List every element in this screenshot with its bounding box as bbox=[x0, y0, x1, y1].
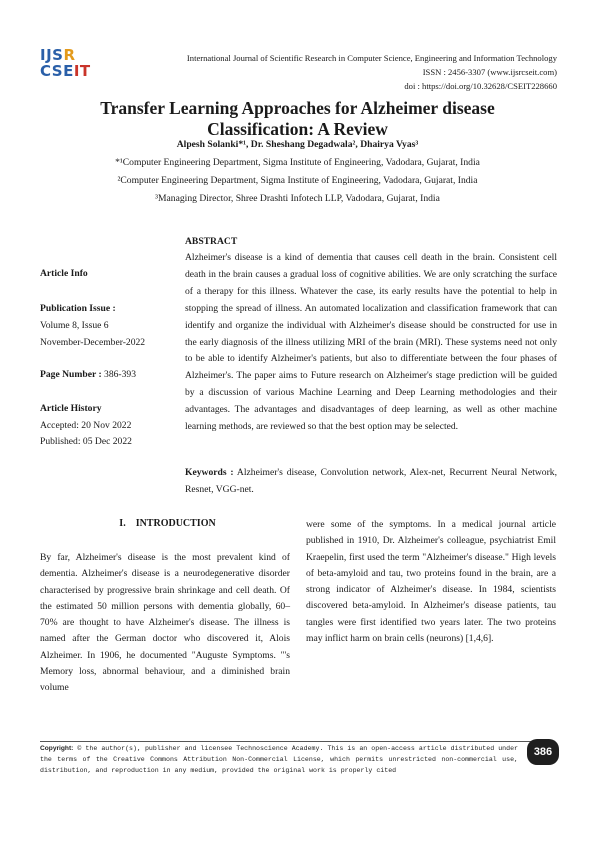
copyright-label: Copyright: bbox=[40, 745, 74, 752]
footer-divider bbox=[40, 741, 555, 742]
keywords-text: Alzheimer's disease, Convolution network, Alex-net, Recurrent Neural Network, Resnet, VGG-net. bbox=[185, 467, 557, 495]
doi: doi : https://doi.org/10.32628/CSEIT228660 bbox=[404, 81, 557, 91]
logo-text-bottom-accent: IT bbox=[73, 62, 91, 80]
affiliation-2: ²Computer Engineering Department, Sigma Institute of Engineering, Vadodara, Gujarat, India bbox=[117, 175, 478, 186]
page-number-badge: 386 bbox=[527, 739, 559, 765]
introduction-left-column: By far, Alzheimer's disease is the most prevalent kind of dementia. Alzheimer's disease is a neurodegenerative disorder characterised by progressive brain shrinkage and cell death. Of the estimated 50 million persons with dementia globally, 60–70% are thought to have Alzheimer's disease. The illness is named after the German doctor who discovered it, Alois Alzheimer. In 1906, he documented "Auguste Symptoms. "'s Memory loss, abnormal behaviour, and a diminished brain volume bbox=[40, 552, 290, 694]
introduction-right-column: were some of the symptoms. In a medical journal article published in 1910, Dr. Alzheimer's colleague, psychiatrist Emil Kraepelin, first used the term "Alzheimer's disease." High levels of beta-amyloid and tau, two proteins found in the brain, are a strong indicator of Alzheimer's disease. In 1984, scientists discovered beta-amyloid. In Alzheimer's disease patients, tau tangles were first identified two years later. The two proteins may inflict harm on brain cells (neurons) [1,4,6]. bbox=[306, 519, 556, 645]
article-info-heading: Article Info bbox=[40, 268, 88, 279]
article-history-label: Article History bbox=[40, 403, 102, 414]
paper-title-line-2: Classification: A Review bbox=[207, 119, 388, 139]
journal-logo bbox=[40, 48, 102, 82]
journal-name: International Journal of Scientific Research in Computer Science, Engineering and Information Technology bbox=[186, 53, 557, 63]
published-date: Published: 05 Dec 2022 bbox=[40, 436, 132, 447]
copyright-notice bbox=[40, 744, 518, 776]
paper-title-line-1: Transfer Learning Approaches for Alzheimer disease bbox=[100, 98, 495, 118]
section-heading-introduction: I. INTRODUCTION bbox=[119, 518, 216, 529]
page-number-line bbox=[40, 367, 136, 384]
logo-text-top-accent: R bbox=[63, 46, 76, 64]
logo-text-bottom: CSE bbox=[40, 62, 74, 80]
affiliation-1: *¹Computer Engineering Department, Sigma Institute of Engineering, Vadodara, Gujarat, India bbox=[115, 157, 480, 168]
logo-text-top: IJS bbox=[40, 46, 64, 64]
keywords-label: Keywords : bbox=[185, 467, 234, 478]
publication-issue-label: Publication Issue : bbox=[40, 303, 116, 314]
abstract-body: Alzheimer's disease is a kind of dementia that causes cell death in the brain. Consistent cell death in the brain causes a gradual loss of cognitive abilities. We are only scratching the surface of a therapy for this illness. Whatever the case, its early results have the potential to help in stopping the spread of illness. An automated localization and classification framework that can identify and organize the individual with Alzheimer's disease should be constructed for use in the early diagnosis of the illness utilizing MRI of the brain (MRI). These systems need not only to be able to identify Alzheimer's patients, but also to differentiate between the four phases of Alzheimer's. The paper aims to Future research on Alzheimer's stage prediction will be guided by a discussion of various Machine Learning and Deep Learning methodologies and their advantages. The advantages and disadvantages of deep learning, as well as other machine learning methods, are reviewed so that the best option may be selected. bbox=[185, 252, 557, 433]
volume-issue: Volume 8, Issue 6 bbox=[40, 320, 109, 331]
affiliation-3: ³Managing Director, Shree Drashti Infotech LLP, Vadodara, Gujarat, India bbox=[155, 193, 440, 204]
page-number-value: 386-393 bbox=[101, 369, 137, 380]
keywords bbox=[185, 465, 557, 499]
issn: ISSN : 2456-3307 (www.ijsrcseit.com) bbox=[422, 67, 557, 77]
paper-title bbox=[40, 98, 555, 140]
issue-months: November-December-2022 bbox=[40, 337, 146, 348]
accepted-date: Accepted: 20 Nov 2022 bbox=[40, 420, 132, 431]
authors: Alpesh Solanki*¹, Dr. Sheshang Degadwala², Dhairya Vyas³ bbox=[176, 139, 419, 150]
copyright-text: © the author(s), publisher and licensee Technoscience Academy. This is an open-access article distributed under the terms of the Creative Commons Attribution Non-Commercial License, which permits unrestricted non-commercial use, distribution, and reproduction in any medium, provided the original work is properly cited bbox=[40, 745, 518, 774]
abstract-heading: ABSTRACT bbox=[185, 236, 238, 247]
page-number-label: Page Number : bbox=[40, 369, 102, 380]
